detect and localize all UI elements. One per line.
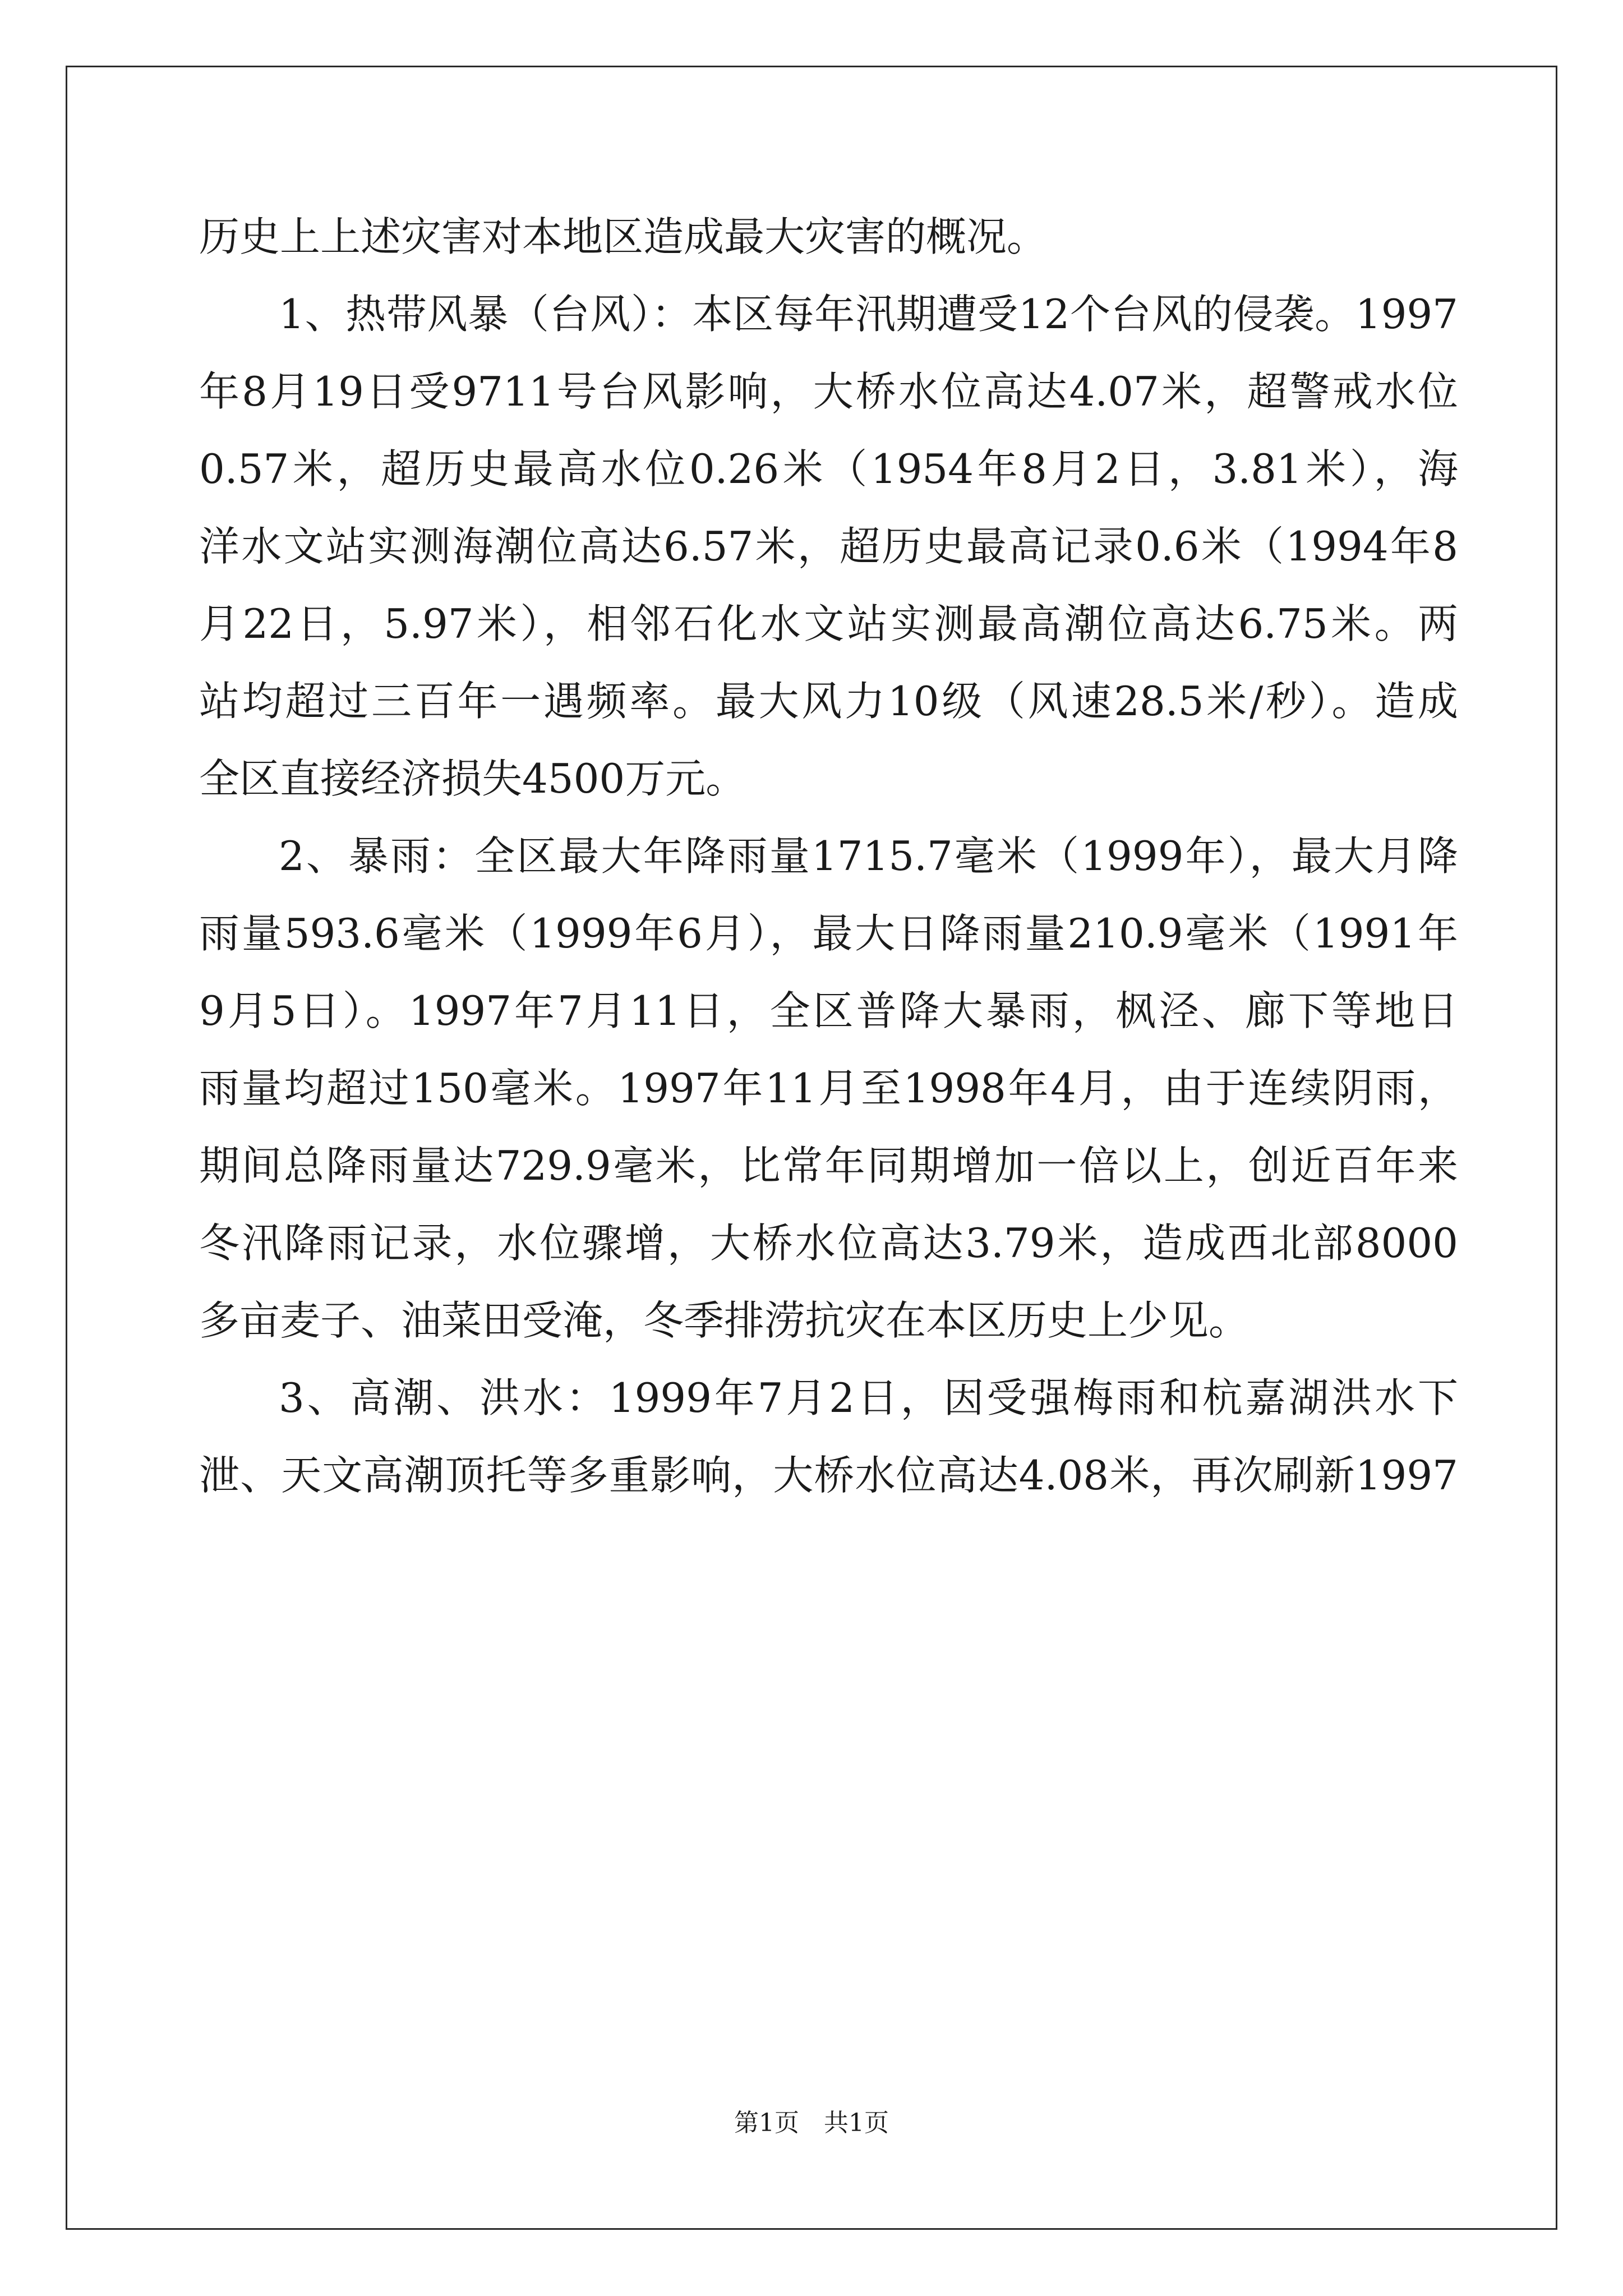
paragraph-line: 雨量593.6毫米（1999年6月），最大日降雨量210.9毫米（1991年 [199, 910, 1458, 957]
paragraph-line: 年8月19日受9711号台风影响，大桥水位高达4.07米，超警戒水位 [199, 368, 1458, 415]
paragraph-line: 9月5日）。1997年7月11日，全区普降大暴雨，枫泾、廊下等地日 [199, 987, 1458, 1034]
paragraph-line: 全区直接经济损失4500万元。 [199, 755, 746, 802]
paragraph-line: 多亩麦子、油菜田受淹，冬季排涝抗灾在本区历史上少见。 [199, 1297, 1249, 1344]
paragraph-line: 站均超过三百年一遇频率。最大风力10级（风速28.5米/秒）。造成 [199, 678, 1458, 725]
paragraph-line: 洋水文站实测海潮位高达6.57米，超历史最高记录0.6米（1994年8 [199, 523, 1458, 570]
paragraph-line: 历史上上述灾害对本地区造成最大灾害的概况。 [199, 213, 1048, 260]
paragraph-line: 冬汛降雨记录，水位骤增，大桥水位高达3.79米，造成西北部8000 [199, 1220, 1458, 1267]
paragraph-line: 0.57米，超历史最高水位0.26米（1954年8月2日，3.81米），海 [199, 445, 1458, 493]
paragraph-line: 泄、天文高潮顶托等多重影响，大桥水位高达4.08米，再次刷新1997 [199, 1452, 1458, 1499]
paragraph-line: 3、高潮、洪水：1999年7月2日，因受强梅雨和杭嘉湖洪水下 [279, 1374, 1458, 1421]
page-footer: 第1页 共1页 [734, 2109, 889, 2137]
paragraph-line: 2、暴雨：全区最大年降雨量1715.7毫米（1999年），最大月降 [279, 832, 1458, 880]
paragraph-line: 月22日，5.97米），相邻石化水文站实测最高潮位高达6.75米。两 [199, 600, 1458, 647]
paragraph-line: 期间总降雨量达729.9毫米，比常年同期增加一倍以上，创近百年来 [199, 1142, 1458, 1189]
paragraph-line: 1、热带风暴（台风）：本区每年汛期遭受12个台风的侵袭。1997 [279, 291, 1458, 338]
paragraph-line: 雨量均超过150毫米。1997年11月至1998年4月，由于连续阴雨， [199, 1065, 1458, 1112]
